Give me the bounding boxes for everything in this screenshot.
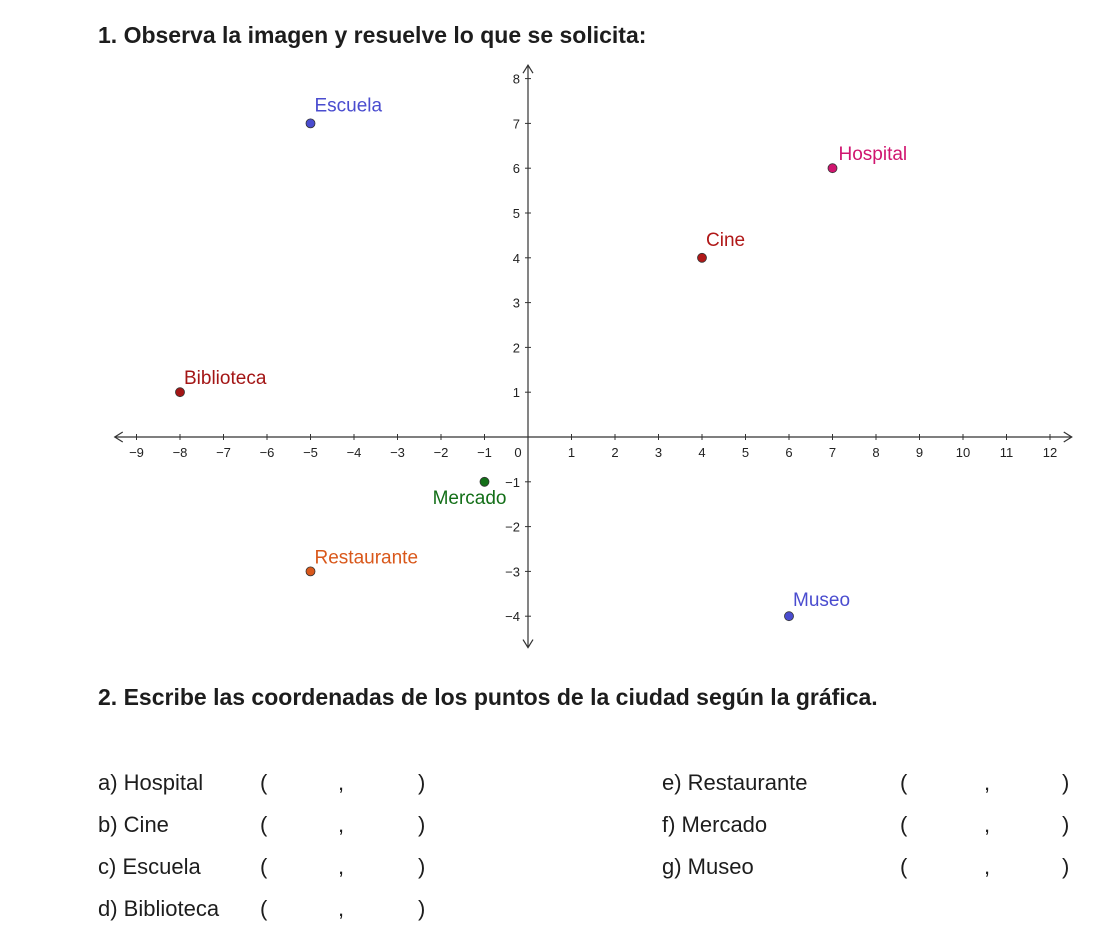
open-paren: (	[900, 812, 908, 837]
y-tick-label: −2	[505, 519, 520, 535]
x-tick-label: 0	[514, 445, 522, 460]
x-tick-label: −2	[433, 445, 449, 460]
point-label: Museo	[793, 590, 851, 612]
open-paren: (	[260, 896, 268, 921]
y-tick-label: −1	[505, 474, 520, 490]
y-tick-label: 3	[512, 295, 520, 311]
comma: ,	[984, 854, 991, 879]
x-tick-label: 12	[1042, 445, 1058, 460]
point-hospital	[828, 164, 837, 173]
x-tick-label: −3	[390, 445, 405, 460]
close-paren: )	[1062, 854, 1070, 879]
point-museo	[785, 612, 794, 621]
x-tick-label: −7	[216, 445, 231, 460]
point-label: Hospital	[838, 144, 908, 166]
open-paren: (	[260, 812, 268, 837]
axes	[115, 65, 1072, 647]
y-tick-label: −4	[505, 609, 520, 625]
y-tick-label: 4	[512, 250, 520, 266]
comma: ,	[338, 854, 345, 879]
x-tick-label: 10	[955, 445, 971, 460]
y-tick-label: 2	[512, 340, 520, 356]
answer-label: b) Cine	[98, 812, 169, 837]
point-label: Mercado	[432, 487, 507, 509]
x-tick-label: 11	[999, 445, 1014, 460]
point-label: Escuela	[314, 95, 383, 117]
comma: ,	[338, 812, 345, 837]
x-tick-label: 6	[785, 445, 793, 460]
points	[176, 95, 908, 620]
close-paren: )	[418, 896, 426, 921]
answer-label: e) Restaurante	[662, 770, 808, 795]
point-cine	[698, 253, 707, 262]
x-tick-label: 4	[698, 445, 706, 460]
answer-label: c) Escuela	[98, 854, 201, 879]
question-1: 1. Observa la imagen y resuelve lo que se solicita:	[98, 22, 647, 48]
open-paren: (	[260, 770, 268, 795]
comma: ,	[984, 770, 991, 795]
open-paren: (	[260, 854, 268, 879]
comma: ,	[984, 812, 991, 837]
point-label: Cine	[706, 229, 746, 251]
open-paren: (	[900, 854, 908, 879]
y-tick-label: 5	[512, 206, 520, 221]
open-paren: (	[900, 770, 908, 795]
x-tick-label: 9	[915, 445, 924, 460]
close-paren: )	[1062, 770, 1070, 795]
x-tick-label: 7	[828, 445, 837, 460]
y-tick-label: −3	[505, 564, 520, 580]
x-tick-label: −4	[346, 445, 362, 460]
point-escuela	[306, 119, 315, 128]
x-tick-label: −9	[129, 445, 144, 460]
point-label: Restaurante	[314, 547, 419, 569]
y-tick-label: 1	[512, 385, 520, 401]
x-tick-label: −5	[303, 445, 318, 460]
y-tick-label: 6	[512, 161, 520, 177]
tick-labels	[129, 72, 1057, 625]
comma: ,	[338, 896, 345, 921]
answer-label: f) Mercado	[662, 812, 768, 837]
point-mercado	[480, 477, 489, 486]
answer-label: d) Biblioteca	[98, 896, 220, 921]
close-paren: )	[418, 812, 426, 837]
x-tick-label: 8	[872, 445, 880, 460]
comma: ,	[338, 770, 345, 795]
y-tick-label: 8	[512, 71, 520, 87]
x-tick-label: 1	[567, 445, 576, 460]
x-tick-label: 5	[741, 445, 750, 460]
answer-label: a) Hospital	[98, 770, 204, 795]
point-label: Biblioteca	[184, 368, 267, 390]
question-2: 2. Escribe las coordenadas de los puntos de la ciudad según la gráfica.	[98, 684, 878, 710]
x-tick-label: −6	[259, 445, 275, 460]
close-paren: )	[1062, 812, 1070, 837]
answer-label: g) Museo	[662, 854, 754, 879]
x-tick-label: 2	[611, 445, 619, 460]
x-tick-label: −8	[172, 445, 188, 460]
y-tick-label: 7	[512, 116, 520, 132]
x-tick-label: 3	[654, 445, 663, 460]
x-tick-label: −1	[477, 445, 492, 460]
close-paren: )	[418, 854, 426, 879]
close-paren: )	[418, 770, 426, 795]
